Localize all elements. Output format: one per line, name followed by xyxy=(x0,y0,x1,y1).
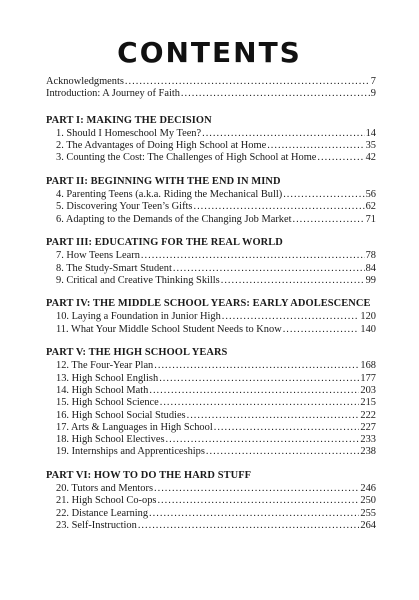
toc-page-number: 233 xyxy=(360,434,376,446)
dot-leader xyxy=(206,446,359,458)
toc-page-number: 56 xyxy=(365,189,376,201)
toc-entry-label: 14. High School Math xyxy=(56,384,149,396)
toc-page-number: 42 xyxy=(365,152,376,164)
page-title: CONTENTS xyxy=(117,36,302,69)
toc-page-number: 140 xyxy=(360,323,376,335)
dot-leader xyxy=(187,410,360,422)
toc-entry-label: 22. Distance Learning xyxy=(56,507,149,519)
toc-entry[interactable] xyxy=(46,508,376,520)
toc-entry[interactable] xyxy=(46,324,376,336)
dot-leader xyxy=(317,152,364,164)
toc-page-number: 238 xyxy=(360,446,376,458)
part-heading: PART II: BEGINNING WITH THE END IN MIND xyxy=(46,175,281,187)
dot-leader xyxy=(267,140,364,152)
dot-leader xyxy=(202,128,365,140)
toc-page-number: 246 xyxy=(360,483,376,495)
toc-entry-label: 6. Adapting to the Demands of the Changing Job Market xyxy=(56,213,292,225)
front-matter xyxy=(46,76,376,101)
part-section xyxy=(46,470,376,532)
toc-entry[interactable] xyxy=(46,189,376,201)
dot-leader xyxy=(193,201,364,213)
toc-entry[interactable] xyxy=(46,520,376,532)
toc-entry-label: 19. Internships and Apprenticeships xyxy=(56,446,205,458)
toc-entry[interactable] xyxy=(46,385,376,397)
part-heading: PART III: EDUCATING FOR THE REAL WORLD xyxy=(46,236,283,248)
toc-entry[interactable] xyxy=(46,214,376,226)
toc-entry-label: 18. High School Electives xyxy=(56,434,165,446)
part-section xyxy=(46,176,376,226)
toc-entry[interactable] xyxy=(46,434,376,446)
dot-leader xyxy=(283,324,360,336)
toc-entry-label: 5. Discovering Your Teen’s Gifts xyxy=(56,201,193,213)
toc-entry-label: 11. What Your Middle School Student Needs to Know xyxy=(56,323,282,335)
toc-entry-label: 2. The Advantages of Doing High School at Home xyxy=(56,140,267,152)
toc-entry[interactable] xyxy=(46,373,376,385)
toc-page-number: 84 xyxy=(365,262,376,274)
toc-page-number: 203 xyxy=(360,384,376,396)
dot-leader xyxy=(166,434,360,446)
toc-entry[interactable] xyxy=(46,128,376,140)
part-heading: PART V: THE HIGH SCHOOL YEARS xyxy=(46,347,228,359)
toc-entry-label: 8. The Study-Smart Student xyxy=(56,262,172,274)
toc-entry-label: 16. High School Social Studies xyxy=(56,409,186,421)
part-heading: PART IV: THE MIDDLE SCHOOL YEARS: EARLY ADOLESCENCE xyxy=(46,298,371,310)
toc-entry-label: 13. High School English xyxy=(56,372,159,384)
table-of-contents xyxy=(46,76,376,543)
toc-entry[interactable] xyxy=(46,360,376,372)
toc-entry-label: 20. Tutors and Mentors xyxy=(56,483,153,495)
toc-entry-label: 10. Laying a Foundation in Junior High xyxy=(56,311,221,323)
dot-leader xyxy=(160,397,360,409)
toc-page-number: 62 xyxy=(365,201,376,213)
toc-entry[interactable] xyxy=(46,495,376,507)
toc-page-number: 14 xyxy=(365,127,376,139)
part-section xyxy=(46,115,376,165)
toc-page-number: 222 xyxy=(360,409,376,421)
toc-entry-label: 21. High School Co-ops xyxy=(56,495,157,507)
toc-entry-label: 3. Counting the Cost: The Challenges of High School at Home xyxy=(56,152,317,164)
dot-leader xyxy=(173,263,365,275)
toc-entry[interactable] xyxy=(46,76,376,88)
dot-leader xyxy=(214,422,360,434)
toc-page-number: 120 xyxy=(360,311,376,323)
toc-entry[interactable] xyxy=(46,250,376,262)
toc-page-number: 264 xyxy=(360,519,376,531)
toc-entry-label: Acknowledgments xyxy=(46,76,124,87)
toc-entry[interactable] xyxy=(46,397,376,409)
toc-entry[interactable] xyxy=(46,422,376,434)
toc-entry-label: 12. The Four-Year Plan xyxy=(56,360,154,372)
part-heading: PART I: MAKING THE DECISION xyxy=(46,114,212,126)
dot-leader xyxy=(149,385,359,397)
toc-entry[interactable] xyxy=(46,263,376,275)
toc-entry[interactable] xyxy=(46,483,376,495)
toc-entry[interactable] xyxy=(46,201,376,213)
toc-entry-label: 23. Self-Instruction xyxy=(56,519,137,531)
part-section xyxy=(46,347,376,459)
dot-leader xyxy=(222,311,360,323)
dot-leader xyxy=(157,495,359,507)
toc-entry-label: Introduction: A Journey of Faith xyxy=(46,88,180,100)
dot-leader xyxy=(159,373,359,385)
toc-entry[interactable] xyxy=(46,152,376,164)
part-heading: PART VI: HOW TO DO THE HARD STUFF xyxy=(46,469,252,481)
dot-leader xyxy=(149,508,359,520)
dot-leader xyxy=(138,520,360,532)
toc-entry[interactable] xyxy=(46,311,376,323)
toc-entry-label: 15. High School Science xyxy=(56,397,159,409)
toc-page-number: 215 xyxy=(360,397,376,409)
toc-page-number: 227 xyxy=(360,421,376,433)
dot-leader xyxy=(141,250,365,262)
toc-page-number: 35 xyxy=(365,140,376,152)
toc-entry[interactable] xyxy=(46,446,376,458)
part-section xyxy=(46,237,376,287)
part-section xyxy=(46,298,376,336)
toc-entry-label: 1. Should I Homeschool My Teen? xyxy=(56,127,202,139)
toc-page-number: 99 xyxy=(365,274,376,286)
toc-page-number: 7 xyxy=(370,76,376,87)
toc-entry-label: 9. Critical and Creative Thinking Skills xyxy=(56,274,220,286)
dot-leader xyxy=(181,88,370,100)
toc-page-number: 255 xyxy=(360,507,376,519)
toc-page-number: 250 xyxy=(360,495,376,507)
toc-entry-label: 7. How Teens Learn xyxy=(56,250,140,262)
toc-page-number: 177 xyxy=(360,372,376,384)
dot-leader xyxy=(283,189,364,201)
toc-entry[interactable] xyxy=(46,410,376,422)
toc-entry[interactable] xyxy=(46,275,376,287)
toc-entry-label: 4. Parenting Teens (a.k.a. Riding the Mechanical Bull) xyxy=(56,189,283,201)
dot-leader xyxy=(154,483,359,495)
toc-entry-label: 17. Arts & Languages in High School xyxy=(56,421,213,433)
toc-page-number: 9 xyxy=(370,88,376,100)
toc-entry[interactable] xyxy=(46,88,376,100)
dot-leader xyxy=(154,360,359,372)
toc-page-number: 168 xyxy=(360,360,376,372)
dot-leader xyxy=(125,76,370,88)
toc-entry[interactable] xyxy=(46,140,376,152)
toc-page-number: 71 xyxy=(365,213,376,225)
toc-page-number: 78 xyxy=(365,250,376,262)
dot-leader xyxy=(292,214,364,226)
dot-leader xyxy=(221,275,365,287)
